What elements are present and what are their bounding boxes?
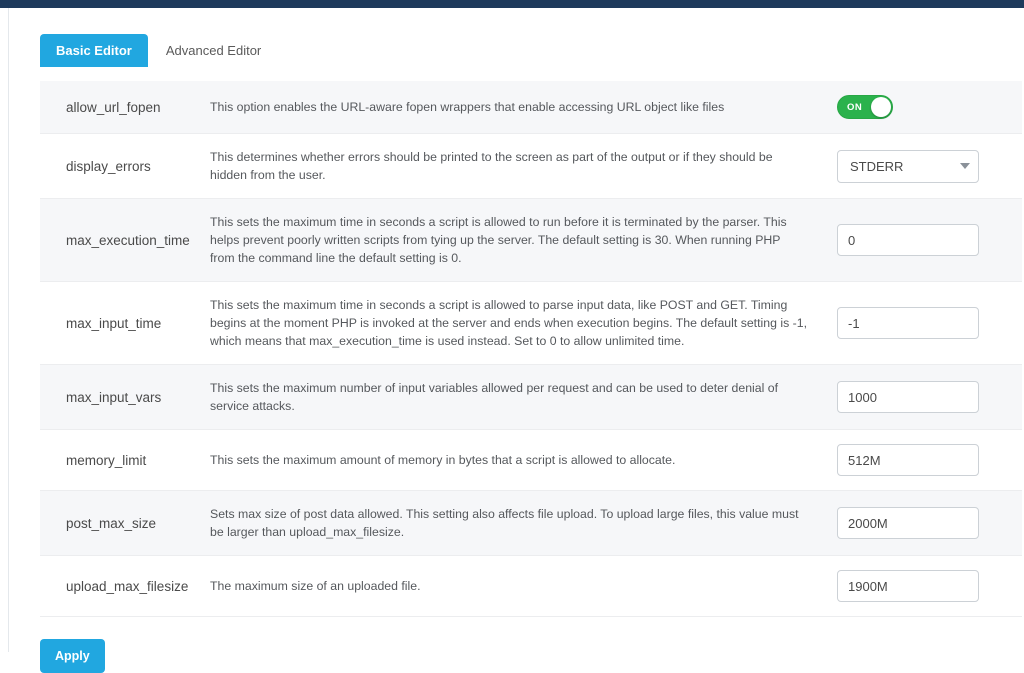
setting-description: This determines whether errors should be printed to the screen as part of the output or if they should be hidden from the user. bbox=[200, 134, 827, 199]
toggle-knob bbox=[871, 97, 891, 117]
setting-description: Sets max size of post data allowed. This setting also affects file upload. To upload large files, this value must be larger than upload_max_filesize. bbox=[200, 491, 827, 556]
setting-control bbox=[827, 282, 1022, 365]
editor-tabs bbox=[40, 34, 1008, 67]
setting-control bbox=[827, 199, 1022, 282]
table-row bbox=[40, 556, 1022, 617]
tab-advanced-editor[interactable] bbox=[150, 34, 277, 67]
allow-url-fopen-toggle[interactable] bbox=[837, 95, 893, 119]
chevron-down-icon bbox=[960, 163, 970, 169]
main-content bbox=[10, 8, 1024, 663]
max-input-vars-input[interactable] bbox=[837, 381, 979, 413]
setting-description: The maximum size of an uploaded file. bbox=[200, 556, 827, 617]
setting-description: This sets the maximum time in seconds a script is allowed to run before it is terminated by the parser. This helps prevent poorly written scripts from tying up the server. The default setting is 30. When running PHP from the command line the default setting is 0. bbox=[200, 199, 827, 282]
tab-basic-editor[interactable] bbox=[40, 34, 148, 67]
setting-name: post_max_size bbox=[40, 491, 200, 556]
window-top-bar bbox=[0, 0, 1024, 8]
toggle-state-label: ON bbox=[847, 101, 863, 113]
setting-control bbox=[827, 556, 1022, 617]
setting-name: max_input_time bbox=[40, 282, 200, 365]
display-errors-selected-value: STDERR bbox=[850, 158, 904, 174]
setting-name: allow_url_fopen bbox=[40, 81, 200, 134]
table-row bbox=[40, 282, 1022, 365]
setting-name: upload_max_filesize bbox=[40, 556, 200, 617]
setting-description: This sets the maximum time in seconds a script is allowed to parse input data, like POST and GET. Timing begins at the moment PHP is invoked at the server and ends when execution begins. The default setting is -1, which means that max_execution_time is used instead. Set to 0 to allow unlimited time. bbox=[200, 282, 827, 365]
table-row bbox=[40, 365, 1022, 430]
setting-description: This sets the maximum amount of memory in bytes that a script is allowed to allocate. bbox=[200, 430, 827, 491]
setting-control bbox=[827, 81, 1022, 134]
php-settings-table bbox=[40, 81, 1022, 617]
setting-description: This sets the maximum number of input variables allowed per request and can be used to deter denial of service attacks. bbox=[200, 365, 827, 430]
setting-name: memory_limit bbox=[40, 430, 200, 491]
apply-button[interactable]: Apply bbox=[40, 639, 105, 673]
setting-name: max_input_vars bbox=[40, 365, 200, 430]
upload-max-filesize-input[interactable] bbox=[837, 570, 979, 602]
tab-advanced-editor-label: Advanced Editor bbox=[165, 43, 262, 58]
setting-name: max_execution_time bbox=[40, 199, 200, 282]
table-row bbox=[40, 199, 1022, 282]
table-row bbox=[40, 134, 1022, 199]
tab-basic-editor-label: Basic Editor bbox=[56, 43, 132, 58]
setting-control bbox=[827, 430, 1022, 491]
left-rail bbox=[0, 8, 9, 652]
table-row bbox=[40, 430, 1022, 491]
table-row bbox=[40, 491, 1022, 556]
display-errors-select[interactable] bbox=[837, 150, 979, 183]
post-max-size-input[interactable] bbox=[837, 507, 979, 539]
max-input-time-input[interactable] bbox=[837, 307, 979, 339]
setting-name: display_errors bbox=[40, 134, 200, 199]
setting-control bbox=[827, 491, 1022, 556]
setting-control bbox=[827, 134, 1022, 199]
max-execution-time-input[interactable] bbox=[837, 224, 979, 256]
setting-control bbox=[827, 365, 1022, 430]
memory-limit-input[interactable] bbox=[837, 444, 979, 476]
setting-description: This option enables the URL-aware fopen wrappers that enable accessing URL object like files bbox=[200, 81, 827, 134]
table-row bbox=[40, 81, 1022, 134]
